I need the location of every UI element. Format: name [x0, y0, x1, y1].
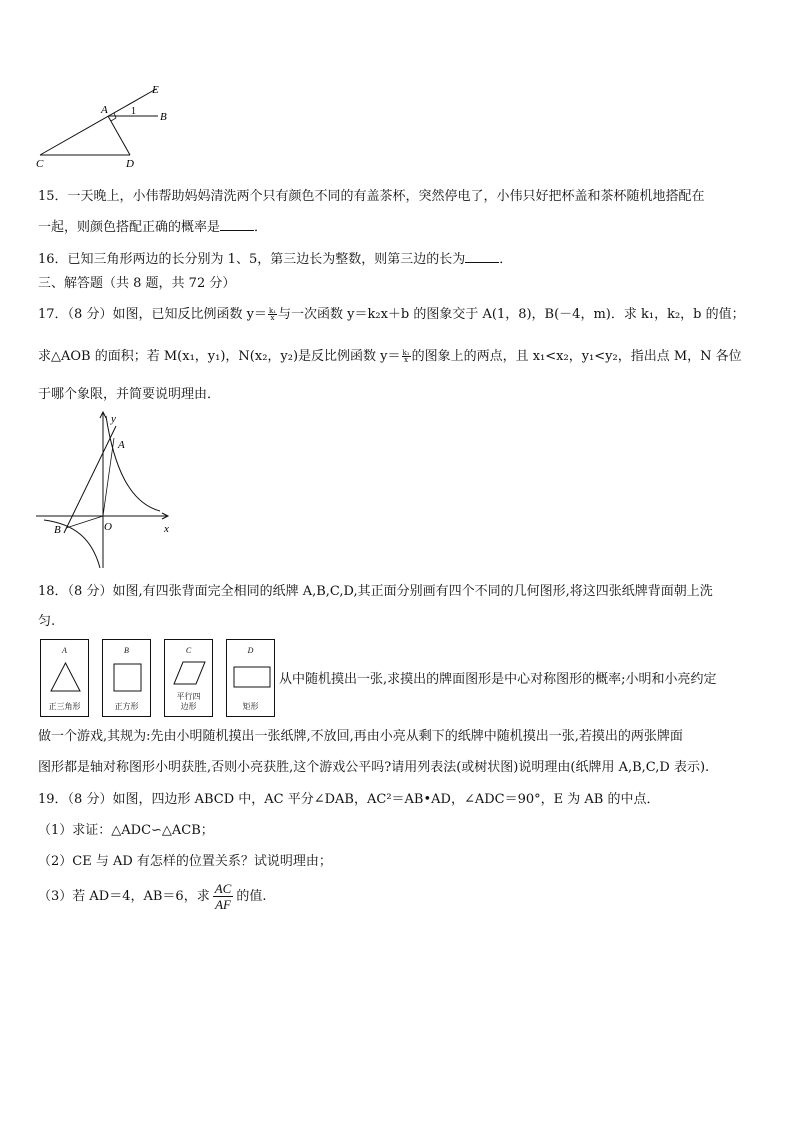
card-d-caption: 矩形 [242, 702, 259, 711]
q19-sub3 [38, 879, 266, 915]
triangle-figure-q14 [30, 80, 190, 172]
q17-frac1-den: x [270, 314, 275, 322]
section-3-title: 三、解答题（共 8 题，共 72 分） [38, 276, 236, 291]
q18-line4: 做一个游戏,其规为:先由小明随机摸出一张纸牌,不放回,再由小亮从剩下的纸牌中随机摸出一张,若摸出的两张牌面 [38, 729, 683, 744]
q18-line5: 图形都是轴对称图形小明获胜,否则小亮获胜,这个游戏公平吗?请用列表法(或树状图)说明理由(纸牌用 A,B,C,D 表示). [38, 760, 710, 775]
q18-line1: 18．（8 分）如图,有四张背面完全相同的纸牌 A,B,C,D,其正面分别画有四个不同的几何图形,将这四张纸牌背面朝上洗 [38, 584, 713, 599]
q17-line2-a: 求△AOB 的面积；若 M(x₁，y₁)，N(x₂，y₂)是反比例函数 y＝ [38, 349, 401, 364]
q15-answer-blank [220, 218, 254, 231]
q19-frac-den: AF [215, 897, 231, 912]
label-d: D [126, 158, 134, 170]
q17-fraction-1 [268, 308, 277, 321]
q19-fraction [213, 881, 234, 912]
card-c-letter: C [185, 646, 192, 655]
card-c-caption-l1: 平行四 [176, 692, 201, 701]
card-c [164, 639, 213, 717]
label-point-b: B [54, 524, 61, 536]
q15-line1: 15．一天晚上，小伟帮助妈妈清洗两个只有颜色不同的有盖茶杯，突然停电了，小伟只好把杯盖和茶杯随机地搭配在 [38, 189, 705, 204]
q18-line2: 匀. [38, 614, 56, 629]
q17-frac1-num: k₁ [268, 307, 276, 315]
label-e: E [152, 84, 159, 96]
q16-line: 16．已知三角形两边的长分别为 1、5，第三边长为整数，则第三边的长为 ． [38, 252, 513, 267]
label-c: C [36, 158, 44, 170]
q17-line1-b: 与一次函数 y＝k₂x＋b 的图象交于 A(1，8)，B(－4，m)．求 k₁，k₂，b 的值； [278, 307, 745, 322]
q19-frac-num: AC [214, 881, 232, 896]
q19-line1: 19．（8 分）如图，四边形 ABCD 中，AC 平分∠DAB，AC²＝AB•AD，∠ADC＝90°，E 为 AB 的中点． [38, 792, 660, 807]
label-angle-1: 1 [131, 106, 136, 117]
label-x-axis: x [164, 523, 169, 535]
q17-line1-a: 17．（8 分）如图，已知反比例函数 y＝ [38, 307, 267, 322]
q16-text: 16．已知三角形两边的长分别为 1、5，第三边长为整数，则第三边的长为 [38, 252, 466, 267]
card-b [102, 639, 151, 717]
function-graph-q17 [30, 408, 190, 570]
card-b-caption: 正方形 [114, 702, 139, 711]
card-a-caption: 正三角形 [48, 702, 81, 711]
q19-sub2: （2）CE 与 AD 有怎样的位置关系？试说明理由； [38, 854, 332, 869]
q15-line2: 一起，则颜色搭配正确的概率是 ． [38, 220, 268, 235]
q17-line2 [38, 348, 742, 366]
q15-line2-text: 一起，则颜色搭配正确的概率是 [38, 220, 221, 235]
label-b: B [160, 111, 167, 123]
label-point-a: A [118, 439, 125, 451]
q17-fraction-2 [402, 350, 411, 363]
q17-frac2-num: k₁ [402, 349, 410, 357]
q19-sub3-a: （3）若 AD＝4，AB＝6，求 [38, 889, 210, 904]
q18-line3: 从中随机摸出一张,求摸出的牌面图形是中心对称图形的概率;小明和小亮约定 [279, 672, 717, 687]
card-d [226, 639, 275, 717]
card-a [40, 639, 89, 717]
q17-line1 [38, 306, 745, 324]
q19-sub1: （1）求证：△ADC∽△ACB； [38, 823, 214, 838]
card-b-letter: B [124, 646, 129, 655]
card-d-letter: D [247, 646, 254, 655]
q19-sub3-b: 的值. [236, 889, 267, 904]
q17-line2-b: 的图象上的两点，且 x₁<x₂，y₁<y₂，指出点 M，N 各位 [411, 349, 742, 364]
card-c-caption [165, 692, 212, 712]
card-c-caption-l2: 边形 [180, 702, 197, 711]
q17-frac2-den: x [404, 356, 409, 364]
q17-line3: 于哪个象限，并简要说明理由． [38, 387, 221, 402]
q16-answer-blank [465, 250, 499, 263]
label-a: A [101, 104, 108, 116]
card-a-letter: A [62, 646, 67, 655]
label-origin-o: O [104, 521, 112, 533]
label-y-axis: y [111, 413, 116, 425]
